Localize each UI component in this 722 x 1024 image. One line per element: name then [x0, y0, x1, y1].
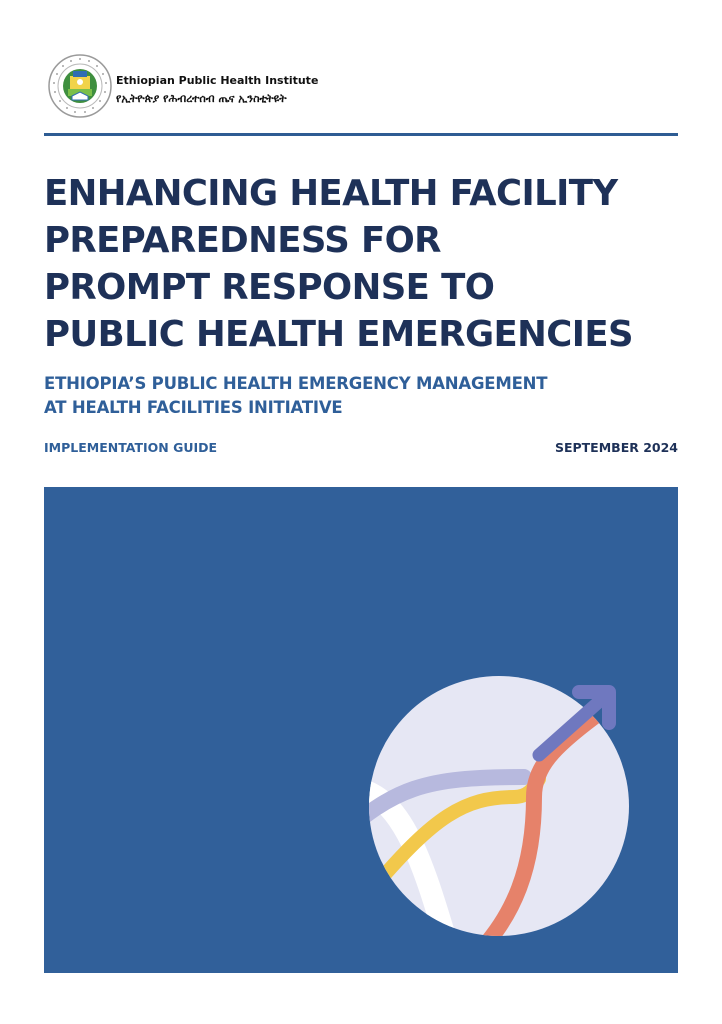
title-line: PREPAREDNESS FOR [44, 220, 441, 261]
subtitle-line: AT HEALTH FACILITIES INITIATIVE [44, 398, 343, 417]
publication-date: SEPTEMBER 2024 [554, 440, 678, 455]
title-line: PROMPT RESPONSE TO [44, 267, 495, 308]
title-line: PUBLIC HEALTH EMERGENCIES [44, 314, 633, 355]
subtitle-line: ETHIOPIA’S PUBLIC HEALTH EMERGENCY MANAGEMENT [44, 374, 548, 393]
title-line: ENHANCING HEALTH FACILITY [44, 173, 618, 214]
organization-name: Ethiopian Public Health Institute [116, 74, 319, 87]
ephi-seal-icon [48, 54, 112, 118]
cover-illustration-panel [44, 487, 678, 973]
header-divider [44, 133, 678, 136]
rising-paths-arrow-icon [44, 487, 678, 973]
document-type-label: IMPLEMENTATION GUIDE [44, 440, 218, 455]
organization-name-amharic: የኢትዮጵያ የሕብረተሰብ ጤና ኢንስቲትዩት [116, 92, 287, 105]
report-subtitle [44, 372, 684, 420]
report-title [44, 170, 684, 358]
